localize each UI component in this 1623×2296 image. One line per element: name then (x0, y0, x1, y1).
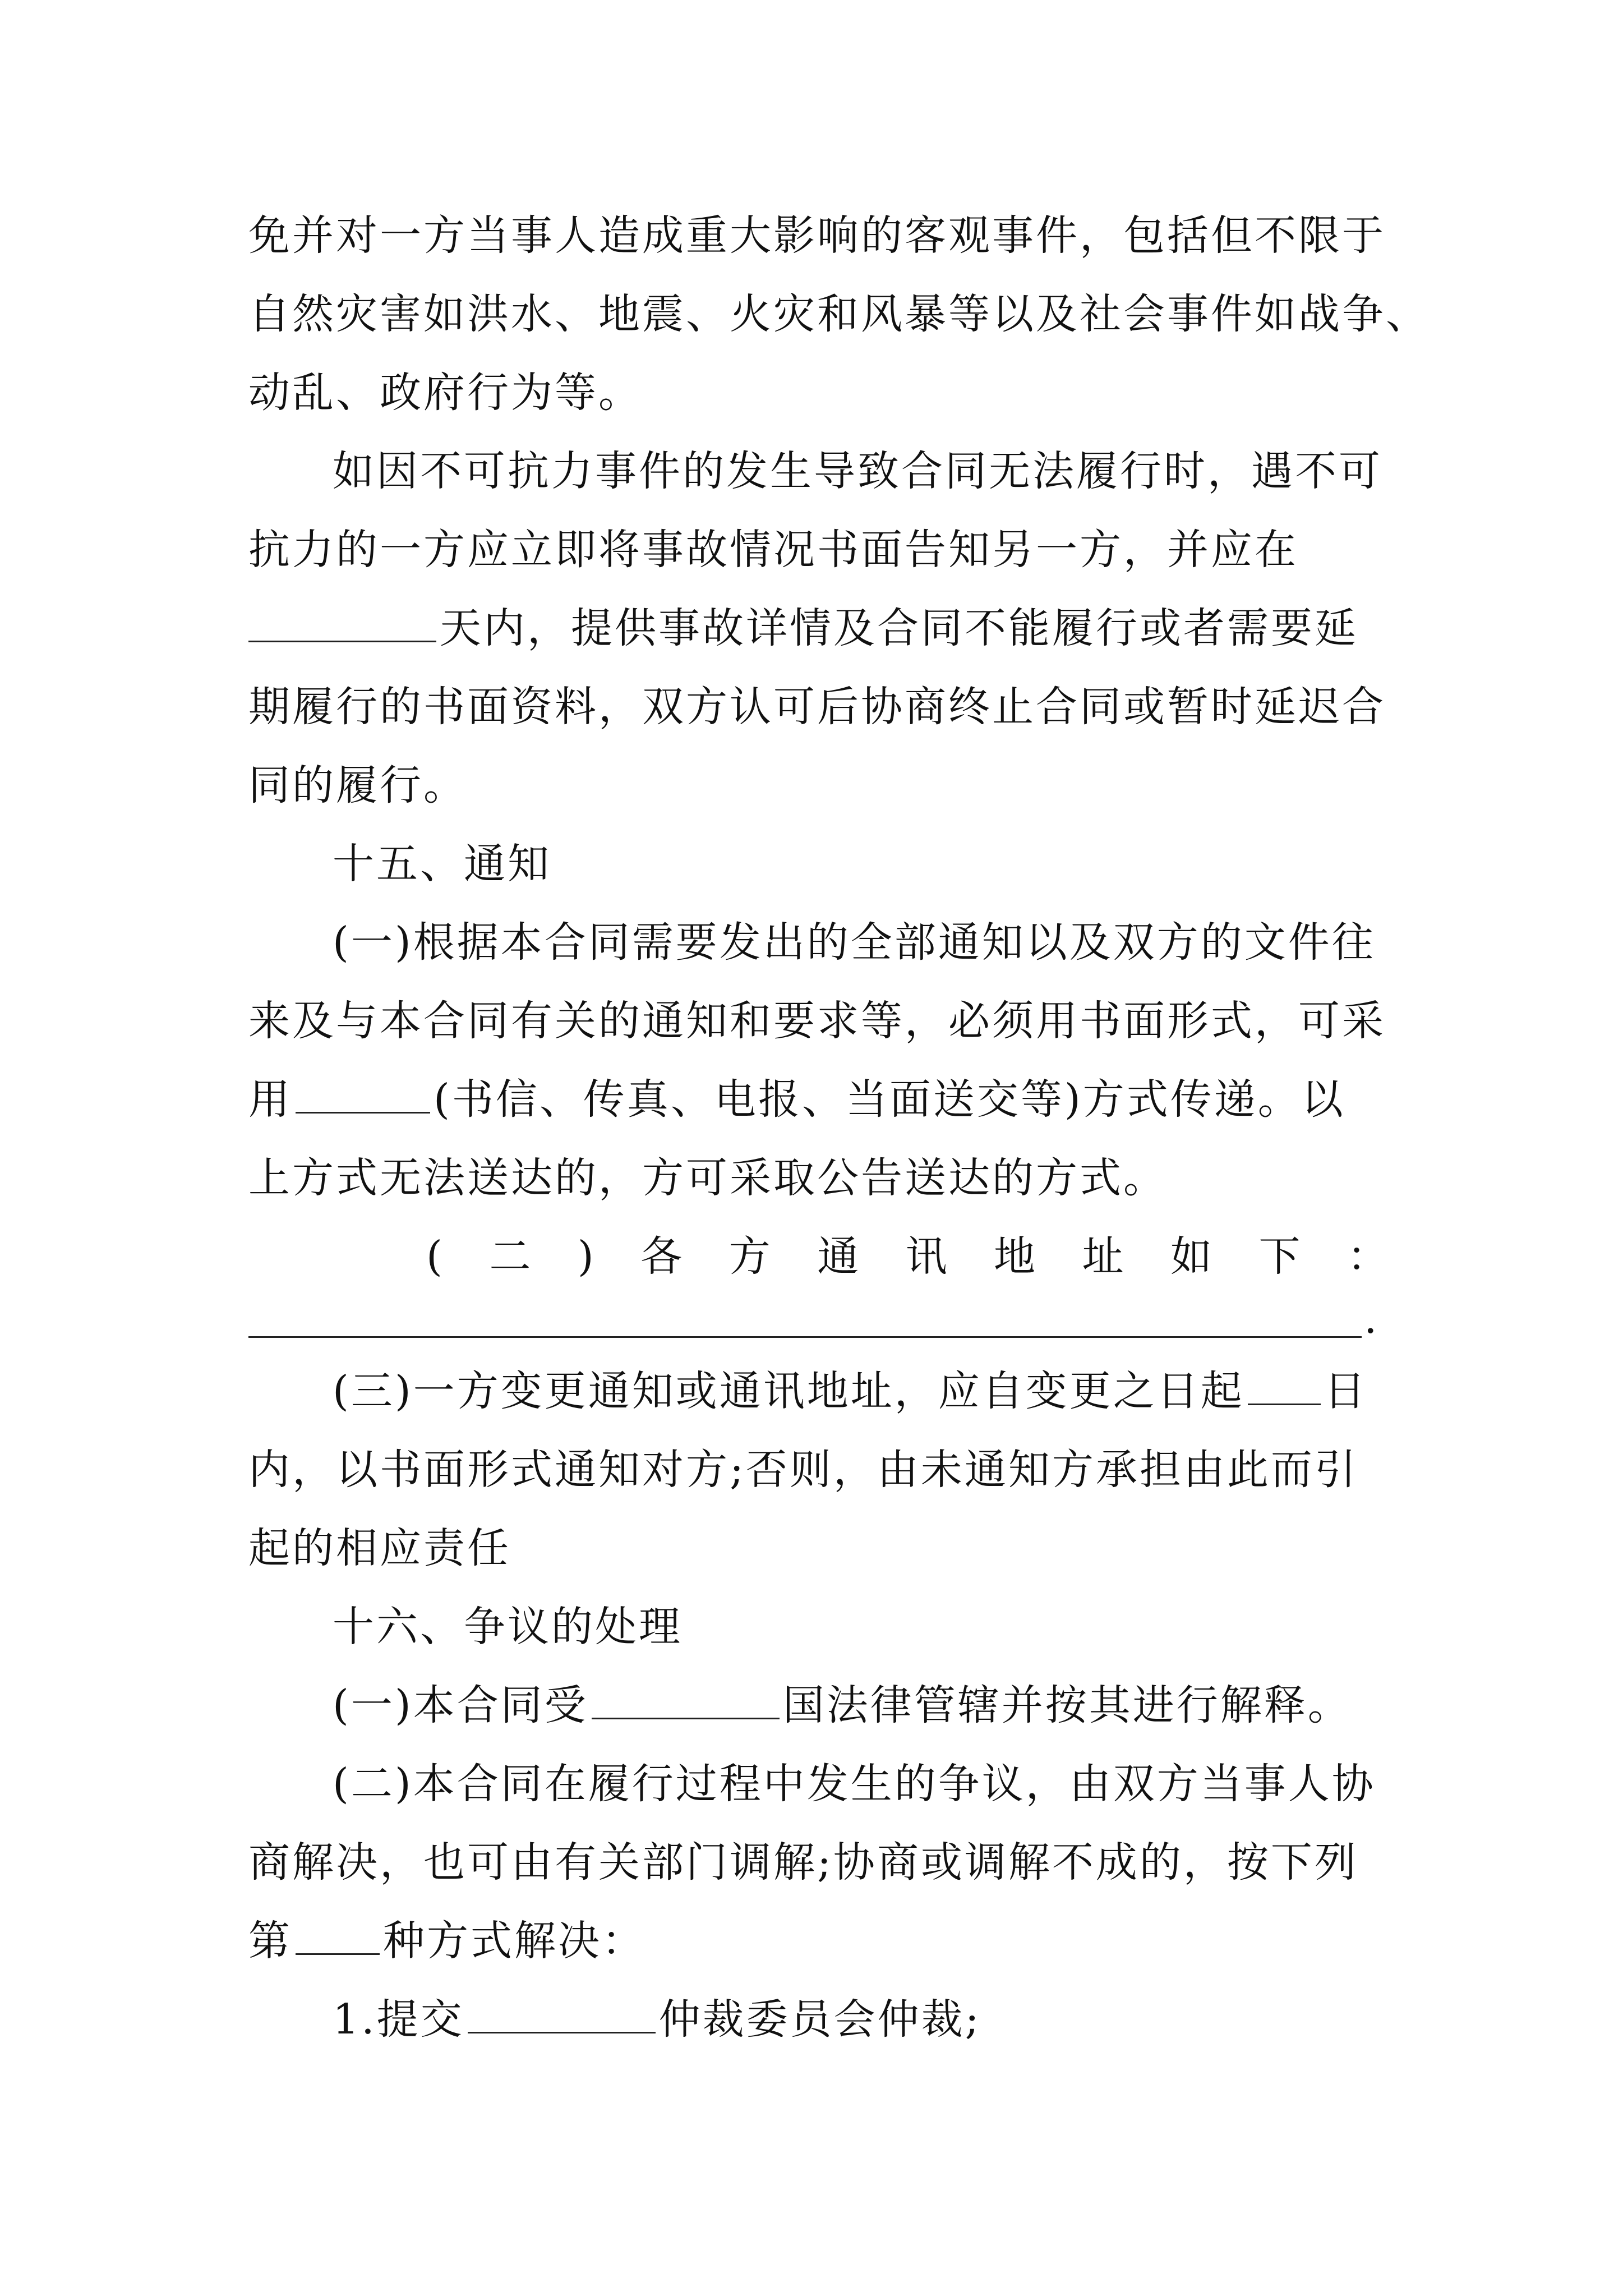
fill-in-blank-country[interactable] (592, 1683, 780, 1719)
line-char: 二 (489, 1232, 533, 1281)
line-char: 下 (1258, 1232, 1303, 1281)
paragraph-line: 来及与本合同有关的通知和要求等，必须用书面形式，可采 (248, 997, 1386, 1045)
fill-in-blank-notice-days[interactable] (1248, 1369, 1321, 1405)
paragraph-line: (一)根据本合同需要发出的全部通知以及双方的文件往 (333, 918, 1376, 967)
line-char: 讯 (905, 1232, 949, 1281)
line-text: 仲裁委员会仲裁; (658, 1995, 981, 2044)
paragraph-line: 同的履行。 (248, 761, 467, 809)
line-char: ： (1347, 1232, 1391, 1281)
line-text: 用 (248, 1075, 292, 1124)
line-char: 地 (994, 1232, 1038, 1281)
line-text: (一)本合同受 (333, 1681, 588, 1729)
paragraph-line: 动乱、政府行为等。 (248, 369, 642, 417)
paragraph-line (248, 597, 1387, 659)
line-char: 如 (1170, 1232, 1214, 1281)
section-heading-15: 十五、通知 (333, 840, 551, 888)
paragraph-line: 自然灾害如洪水、地震、火灾和风暴等以及社会事件如战争、 (248, 290, 1430, 338)
paragraph-line: 免并对一方当事人造成重大影响的客观事件，包括但不限于 (248, 211, 1386, 260)
line-text: 第 (248, 1917, 292, 1965)
line-text: 国法律管辖并按其进行解释。 (782, 1681, 1352, 1729)
paragraph-line: 抗力的一方应立即将事故情况书面告知另一方，并应在 (248, 526, 1298, 574)
paragraph-line: 内，以书面形式通知对方;否则，由未通知方承担由此而引 (248, 1446, 1358, 1494)
address-heading-line (426, 1226, 1391, 1287)
line-char: 址 (1082, 1232, 1126, 1281)
paragraph-line (248, 1910, 1387, 1972)
fill-in-blank-address[interactable] (248, 1336, 1362, 1338)
paragraph-line: 上方式无法送达的，方可采取公告送达的方式。 (248, 1154, 1167, 1202)
fill-in-blank-method-number[interactable] (296, 1918, 380, 1955)
line-char: 方 (728, 1232, 773, 1281)
fill-in-blank-method[interactable] (296, 1077, 430, 1114)
line-char: ) (577, 1232, 596, 1281)
line-text: 日 (1324, 1367, 1368, 1415)
paragraph-line: 商解决，也可由有关部门调解;协商或调解不成的，按下列 (248, 1838, 1358, 1887)
line-char: 各 (640, 1232, 685, 1281)
paragraph-line (248, 1069, 1387, 1130)
paragraph-line (333, 1360, 1387, 1422)
paragraph-line: (二)本合同在履行过程中发生的争议，由双方当事人协 (333, 1760, 1376, 1808)
fill-in-blank-arbitration[interactable] (468, 1997, 656, 2033)
line-char: ( (426, 1232, 445, 1281)
line-end-period: . (1364, 1295, 1377, 1343)
section-heading-16: 十六、争议的处理 (333, 1603, 683, 1651)
paragraph-line: 如因不可抗力事件的发生导致合同无法履行时，遇不可 (333, 447, 1382, 495)
line-text: 1.提交 (333, 1995, 464, 2044)
line-text: 种方式解决： (383, 1917, 645, 1965)
fill-in-blank-days[interactable] (248, 606, 436, 642)
paragraph-line (333, 1989, 1387, 2050)
line-text: (三)一方变更通知或通讯地址，应自变更之日起 (333, 1367, 1244, 1415)
paragraph-line: 起的相应责任 (248, 1524, 511, 1572)
paragraph-line (333, 1674, 1387, 1736)
line-text: 天内，提供事故详情及合同不能履行或者需要延 (440, 604, 1358, 652)
line-text: (书信、传真、电报、当面送交等)方式传递。以 (434, 1075, 1345, 1124)
paragraph-line: 期履行的书面资料，双方认可后协商终止合同或暂时延迟合 (248, 683, 1386, 731)
line-char: 通 (817, 1232, 861, 1281)
